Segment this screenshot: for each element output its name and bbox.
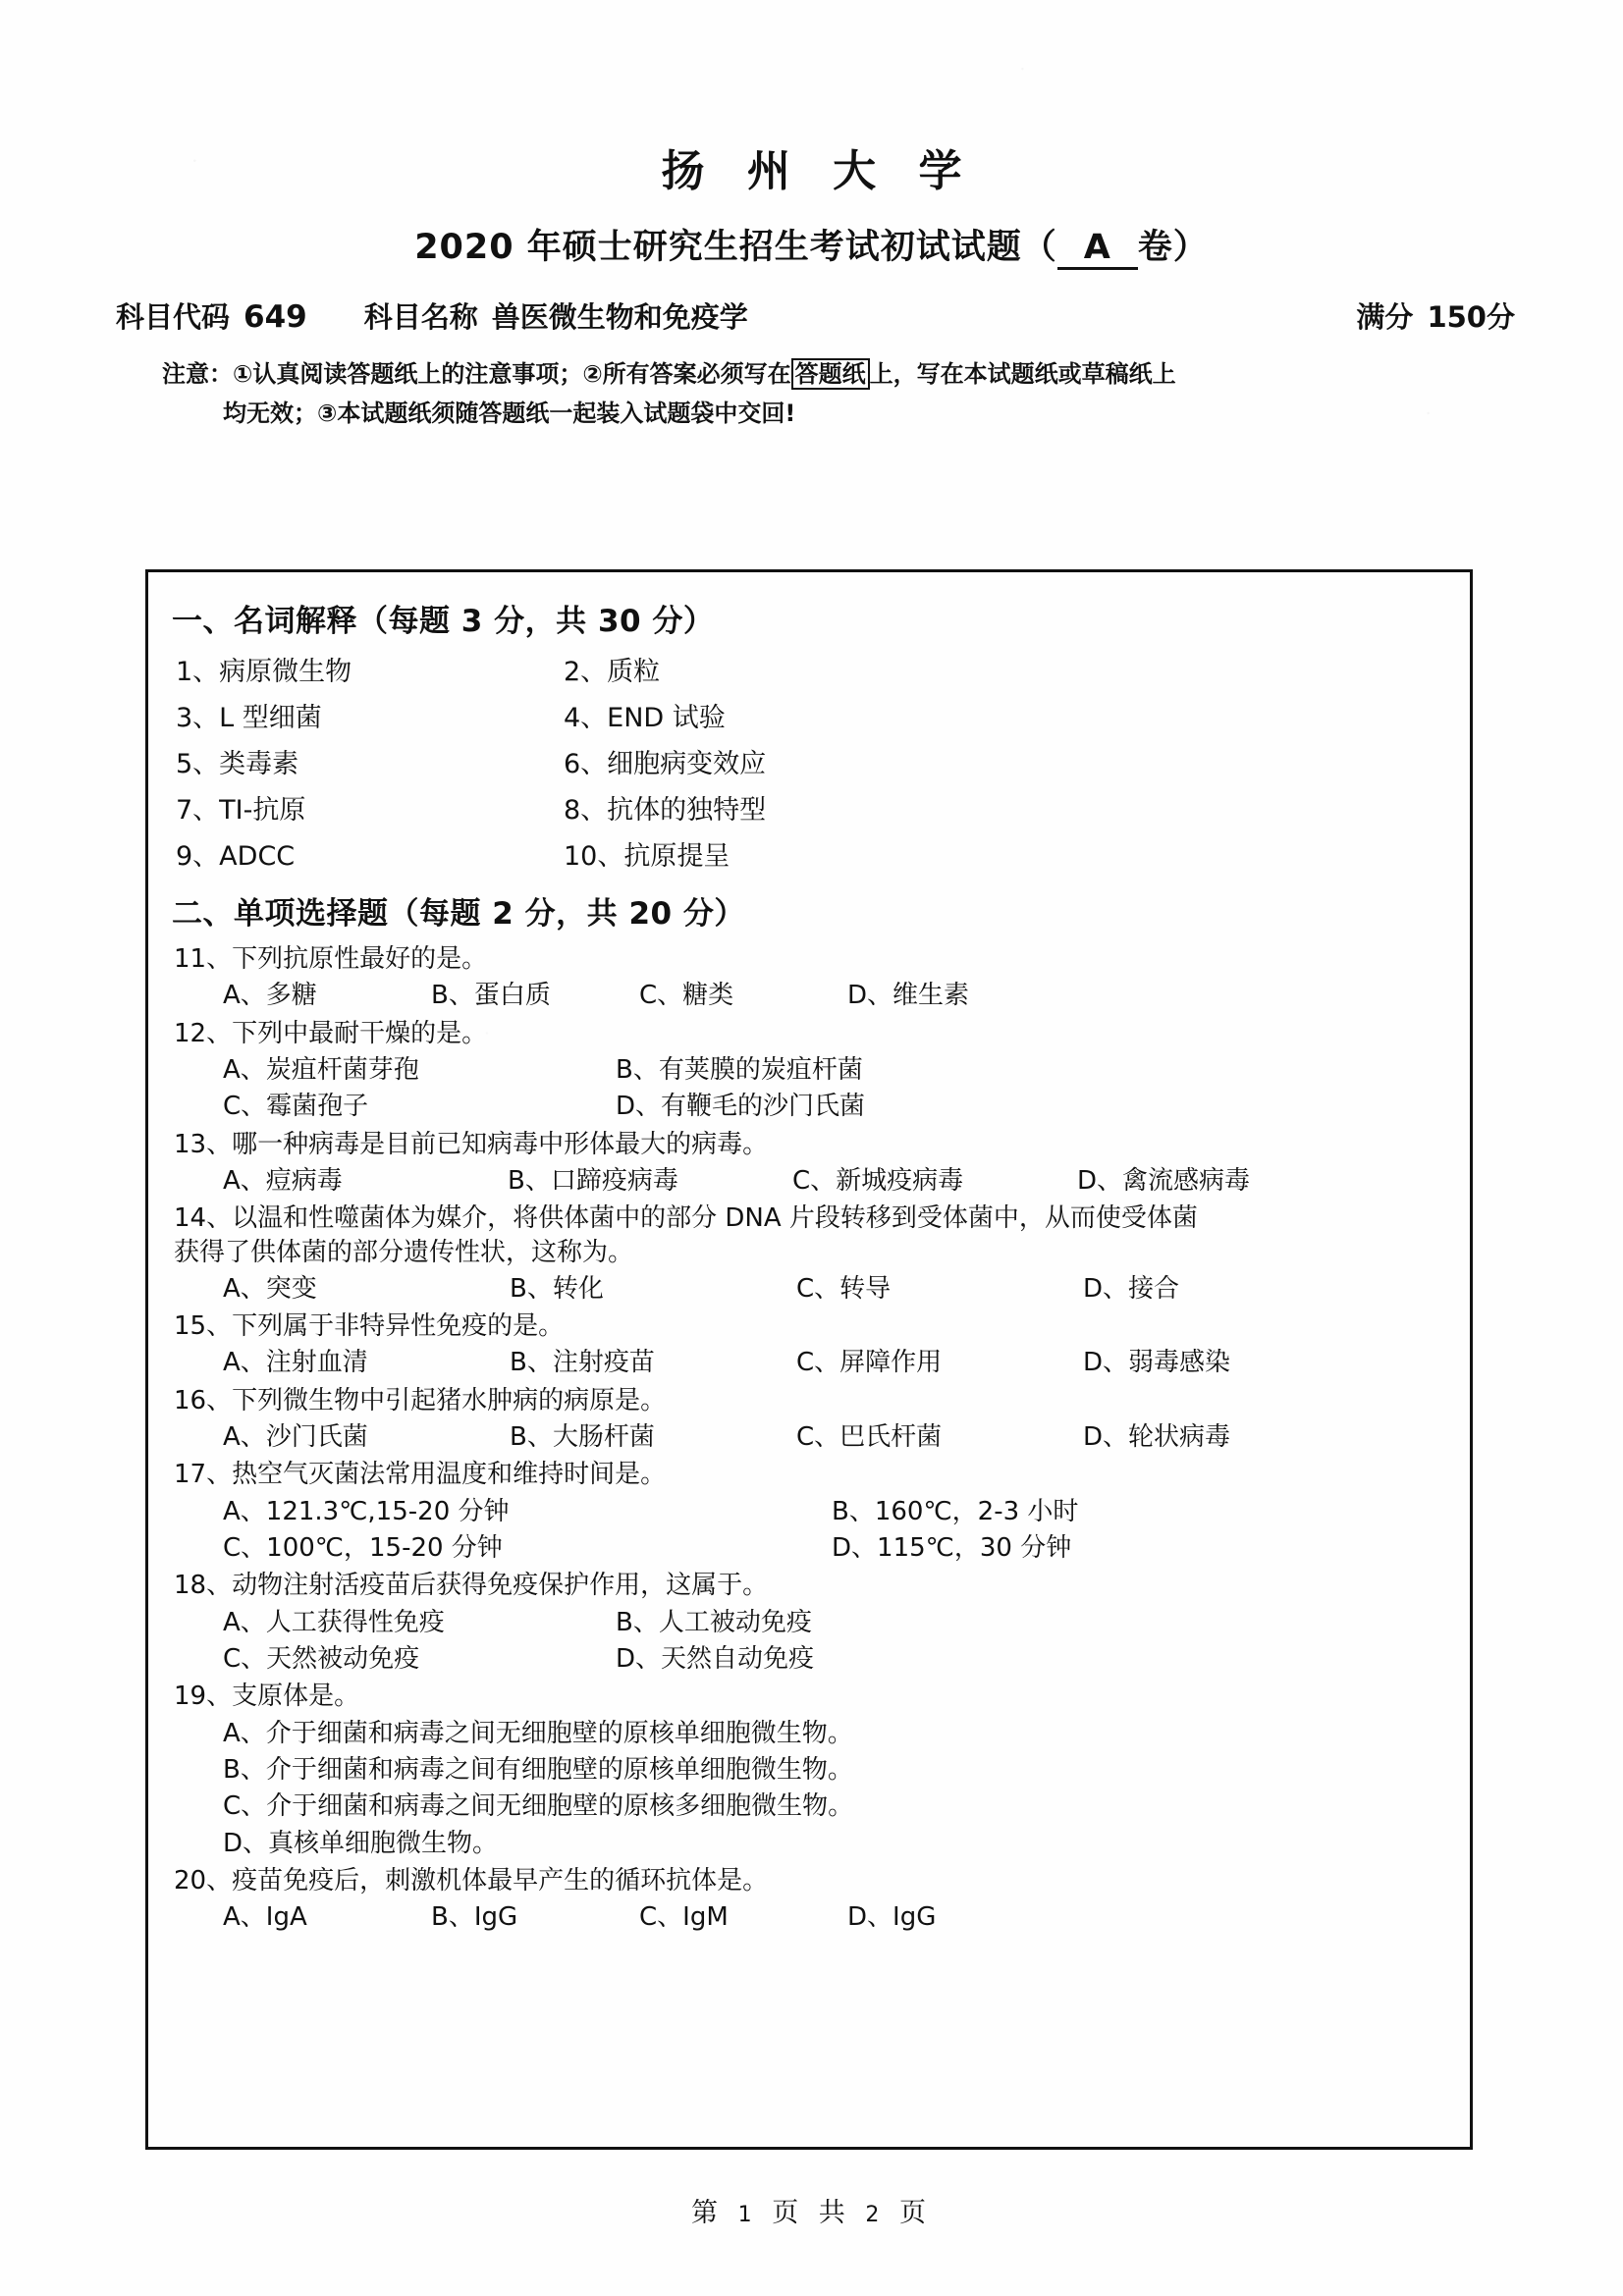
question-options bbox=[172, 1272, 1444, 1306]
option-a[interactable]: A、介于细菌和病毒之间无细胞壁的原核单细胞微生物。 bbox=[223, 1718, 853, 1748]
list-item: 2、质粒 bbox=[564, 657, 661, 687]
question-13 bbox=[172, 1128, 1444, 1199]
footer-middle: 页 共 bbox=[772, 2198, 851, 2228]
question-12 bbox=[172, 1017, 1444, 1124]
question-options bbox=[172, 1420, 1444, 1454]
question-options bbox=[172, 1900, 1444, 1934]
question-stem: 19、支原体是。 bbox=[174, 1682, 360, 1712]
list-item: 7、TI-抗原 bbox=[176, 795, 306, 826]
option-b[interactable]: B、160℃，2-3 小时 bbox=[832, 1496, 1079, 1526]
question-options-row-1 bbox=[172, 1606, 1444, 1639]
notice-line-1 bbox=[162, 355, 1544, 395]
option-a[interactable]: A、沙门氏菌 bbox=[223, 1422, 368, 1453]
list-item: 10、抗原提呈 bbox=[564, 841, 730, 872]
question-stem: 14、以温和性噬菌体为媒介，将供体菌中的部分 DNA 片段转移到受体菌中，从而使受体菌 bbox=[174, 1203, 1198, 1234]
option-d[interactable]: D、天然自动免疫 bbox=[616, 1643, 815, 1674]
answer-sheet-boxed-text: 答题纸 bbox=[791, 358, 870, 390]
option-a[interactable]: A、121.3℃,15-20 分钟 bbox=[223, 1496, 510, 1526]
option-a[interactable]: A、炭疽杆菌芽孢 bbox=[223, 1054, 419, 1085]
list-item: 5、类毒素 bbox=[176, 749, 299, 779]
question-options-row-2 bbox=[172, 1642, 1444, 1676]
option-d[interactable]: D、接合 bbox=[1083, 1273, 1180, 1304]
option-d[interactable]: D、轮状病毒 bbox=[1083, 1422, 1231, 1453]
question-stem: 20、疫苗免疫后，刺激机体最早产生的循环抗体是。 bbox=[174, 1865, 769, 1896]
exam-set-blank: A bbox=[1057, 228, 1138, 270]
option-a[interactable]: A、人工获得性免疫 bbox=[223, 1607, 445, 1637]
option-c[interactable]: C、新城疫病毒 bbox=[792, 1165, 964, 1196]
terms-list bbox=[172, 650, 1444, 873]
exam-body-box bbox=[145, 569, 1473, 2150]
question-stem: 16、下列微生物中引起猪水肿病的病原是。 bbox=[174, 1385, 667, 1415]
question-stem: 18、动物注射活疫苗后获得免疫保护作用，这属于。 bbox=[174, 1571, 769, 1601]
notice-label: 注意： bbox=[162, 360, 233, 388]
footer-total-pages: 2 bbox=[865, 2203, 886, 2227]
university-title: 扬 州 大 学 bbox=[661, 146, 976, 196]
footer-prefix: 第 bbox=[691, 2198, 725, 2228]
option-d[interactable]: D、维生素 bbox=[847, 981, 970, 1011]
option-b[interactable]: B、注射疫苗 bbox=[510, 1348, 655, 1378]
option-b[interactable]: B、蛋白质 bbox=[431, 981, 551, 1011]
question-18 bbox=[172, 1569, 1444, 1676]
subject-name-value: 兽医微生物和免疫学 bbox=[491, 300, 748, 334]
option-d[interactable]: D、真核单细胞微生物。 bbox=[223, 1828, 499, 1858]
exam-title-prefix: 2020 年硕士研究生招生考试初试试题（ bbox=[414, 228, 1057, 267]
list-item: 3、L 型细菌 bbox=[176, 703, 322, 733]
option-b[interactable]: B、人工被动免疫 bbox=[616, 1607, 812, 1637]
question-20 bbox=[172, 1864, 1444, 1935]
full-marks-unit: 分 bbox=[1486, 300, 1515, 334]
question-stem: 11、下列抗原性最好的是。 bbox=[174, 944, 488, 974]
section-1-heading: 一、名词解释（每题 3 分，共 30 分） bbox=[172, 604, 715, 639]
question-17 bbox=[172, 1458, 1444, 1565]
option-d[interactable]: D、有鞭毛的沙门氏菌 bbox=[616, 1092, 866, 1122]
question-options-row-2 bbox=[172, 1531, 1444, 1565]
option-a[interactable]: A、多糖 bbox=[223, 981, 317, 1011]
question-options-row-1 bbox=[172, 1495, 1444, 1528]
option-a[interactable]: A、突变 bbox=[223, 1273, 317, 1304]
option-c[interactable]: C、天然被动免疫 bbox=[223, 1643, 420, 1674]
option-b[interactable]: B、转化 bbox=[510, 1273, 604, 1304]
subject-code-value: 649 bbox=[243, 299, 307, 335]
option-c[interactable]: C、屏障作用 bbox=[796, 1348, 943, 1378]
question-11 bbox=[172, 942, 1444, 1013]
list-item: 8、抗体的独特型 bbox=[564, 795, 767, 826]
full-marks-value: 150 bbox=[1427, 300, 1487, 334]
option-d[interactable]: D、弱毒感染 bbox=[1083, 1348, 1231, 1378]
subject-name-label: 科目名称 bbox=[363, 300, 478, 334]
option-b[interactable]: B、口蹄疫病毒 bbox=[508, 1165, 678, 1196]
option-b[interactable]: B、IgG bbox=[431, 1902, 518, 1933]
option-a[interactable]: A、IgA bbox=[223, 1902, 307, 1933]
option-c[interactable]: C、转导 bbox=[796, 1273, 892, 1304]
footer-page-number: 1 bbox=[737, 2203, 758, 2227]
option-c[interactable]: C、霉菌孢子 bbox=[223, 1092, 369, 1122]
option-a[interactable]: A、痘病毒 bbox=[223, 1165, 343, 1196]
list-item: 1、病原微生物 bbox=[176, 657, 352, 687]
subject-info-row bbox=[0, 295, 1623, 336]
question-16 bbox=[172, 1384, 1444, 1455]
full-marks-label: 满分 bbox=[1356, 300, 1414, 334]
question-stem: 13、哪一种病毒是目前已知病毒中形体最大的病毒。 bbox=[174, 1129, 769, 1159]
question-options-row-1 bbox=[172, 1053, 1444, 1087]
question-14 bbox=[172, 1201, 1444, 1306]
exam-title bbox=[0, 220, 1623, 270]
question-stem: 17、热空气灭菌法常用温度和维持时间是。 bbox=[174, 1460, 667, 1490]
option-c[interactable]: C、巴氏杆菌 bbox=[796, 1422, 943, 1453]
option-d[interactable]: D、IgG bbox=[847, 1902, 937, 1933]
option-c[interactable]: C、介于细菌和病毒之间无细胞壁的原核多细胞微生物。 bbox=[223, 1791, 854, 1822]
page-footer bbox=[0, 2191, 1623, 2229]
question-options-row-2 bbox=[172, 1090, 1444, 1123]
question-15 bbox=[172, 1309, 1444, 1380]
question-stem: 15、下列属于非特异性免疫的是。 bbox=[174, 1311, 565, 1342]
section-2-heading: 二、单项选择题（每题 2 分，共 20 分） bbox=[172, 896, 745, 932]
list-item: 9、ADCC bbox=[176, 841, 296, 872]
question-stem: 12、下列中最耐干燥的是。 bbox=[174, 1018, 488, 1048]
notice-block bbox=[0, 355, 1623, 433]
option-b[interactable]: B、介于细菌和病毒之间有细胞壁的原核单细胞微生物。 bbox=[223, 1754, 853, 1785]
option-b[interactable]: B、有荚膜的炭疽杆菌 bbox=[616, 1054, 863, 1085]
footer-suffix: 页 bbox=[898, 2198, 932, 2228]
option-c[interactable]: C、100℃，15-20 分钟 bbox=[223, 1533, 503, 1563]
option-d[interactable]: D、禽流感病毒 bbox=[1077, 1165, 1251, 1196]
option-a[interactable]: A、注射血清 bbox=[223, 1348, 368, 1378]
question-options bbox=[172, 1164, 1444, 1198]
exam-title-suffix: 卷） bbox=[1137, 228, 1209, 267]
subject-code-label: 科目代码 bbox=[116, 300, 231, 334]
question-options bbox=[172, 1346, 1444, 1379]
option-b[interactable]: B、大肠杆菌 bbox=[510, 1422, 655, 1453]
list-item: 6、细胞病变效应 bbox=[564, 749, 767, 779]
option-c[interactable]: C、IgM bbox=[639, 1902, 729, 1933]
notice-line-2: 均无效；③本试题纸须随答题纸一起装入试题袋中交回! bbox=[223, 399, 796, 427]
option-c[interactable]: C、糖类 bbox=[639, 981, 734, 1011]
question-options bbox=[172, 979, 1444, 1012]
list-item: 4、END 试验 bbox=[564, 703, 726, 733]
option-d[interactable]: D、115℃，30 分钟 bbox=[832, 1533, 1072, 1563]
notice-text-a: ①认真阅读答题纸上的注意事项；②所有答案必须写在 bbox=[233, 360, 791, 388]
notice-text-b: 上，写在本试题纸或草稿纸上 bbox=[869, 360, 1176, 388]
question-19 bbox=[172, 1680, 1444, 1860]
question-stem-continued: 获得了供体菌的部分遗传性状，这称为。 bbox=[174, 1237, 634, 1267]
